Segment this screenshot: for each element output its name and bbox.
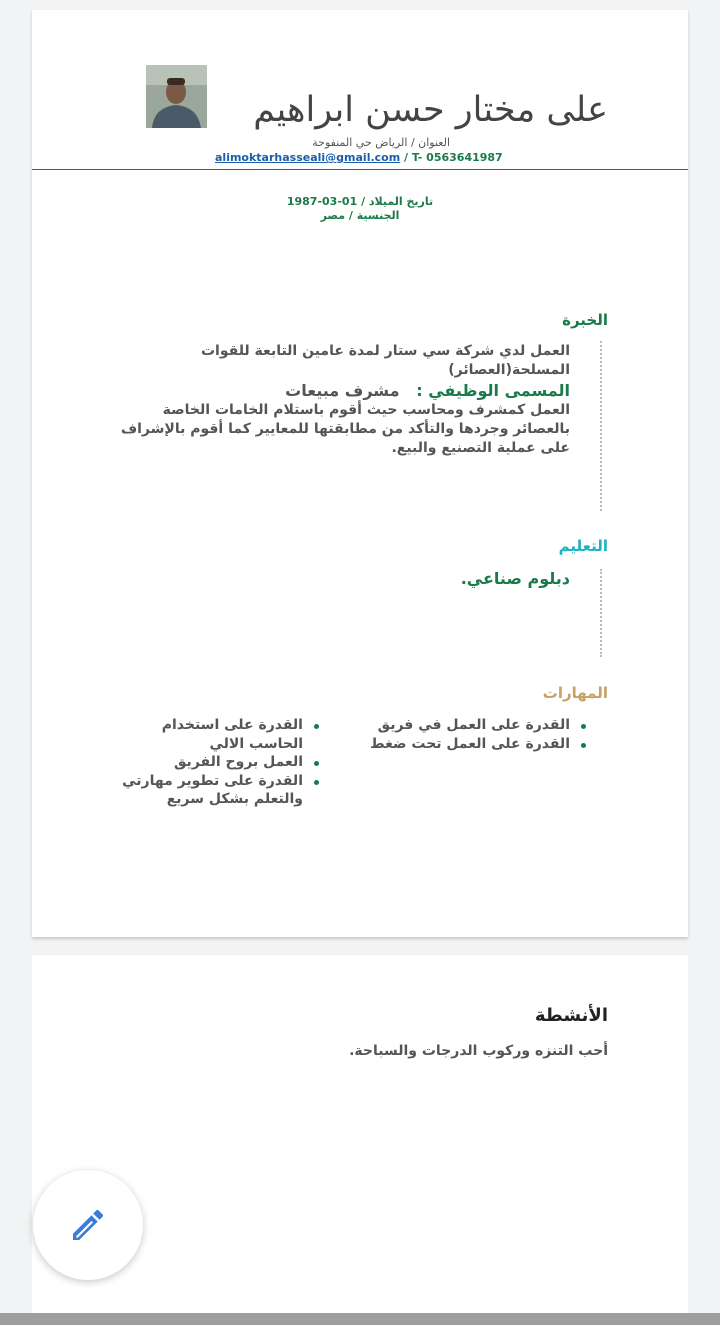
skill-item: القدرة على العمل في فريق <box>358 716 588 735</box>
skill-item: القدرة على استخدام الحاسب الالي <box>121 716 321 753</box>
experience-entry <box>110 342 570 458</box>
bottom-bar <box>0 1313 720 1325</box>
skill-item: القدرة على العمل تحت ضغط <box>358 735 588 754</box>
edit-button[interactable] <box>33 1170 143 1280</box>
education-degree: دبلوم صناعي. <box>460 569 570 588</box>
experience-title: الخبرة <box>562 311 608 329</box>
skill-item: العمل بروح الفريق <box>121 753 321 772</box>
experience-company: العمل لدي شركة سي ستار لمدة عامين التابعة للقوات المسلحة(العصائر) <box>200 343 570 378</box>
birth-date: تاريخ الميلاد / 01-03-1987 <box>286 195 434 208</box>
experience-timeline <box>600 341 602 511</box>
experience-description: العمل كمشرف ومحاسب حيث أقوم باستلام الخامات الخاصة بالعصائر وجردها والتأكد من مطابقتها للمعايير كما أقوم بالإشراف على عملية التصنيع والبيع. <box>120 402 570 456</box>
skills-title: المهارات <box>542 684 608 702</box>
job-title-value: مشرف مبيعات <box>285 381 400 400</box>
skill-item: القدرة على تطوير مهارتي والتعلم بشكل سريع <box>121 772 321 809</box>
header-divider <box>32 169 688 170</box>
skills-list-right <box>358 716 588 753</box>
skills-list-left <box>121 716 321 809</box>
education-timeline <box>600 569 602 657</box>
resume-page-2 <box>32 955 688 1315</box>
phone: T- 0563641987 <box>411 151 503 164</box>
profile-photo <box>146 65 207 128</box>
email-link[interactable]: alimoktarhasseali@gmail.com <box>215 151 401 164</box>
contact-separator: / <box>400 151 412 164</box>
nationality: الجنسية / مصر <box>320 209 400 222</box>
pencil-icon <box>68 1205 108 1245</box>
candidate-name: على مختار حسن ابراهيم <box>253 90 608 130</box>
contact-line <box>215 151 503 164</box>
education-title: التعليم <box>558 537 608 555</box>
activities-text: أحب التنزه وركوب الدرجات والسباحة. <box>349 1043 608 1059</box>
address: العنوان / الرياض حي المنفوحة <box>312 136 450 149</box>
job-title-line <box>110 381 570 400</box>
activities-title: الأنشطة <box>534 1005 608 1026</box>
job-title-label: المسمى الوظيفي : <box>416 381 570 400</box>
resume-page-1 <box>32 10 688 937</box>
